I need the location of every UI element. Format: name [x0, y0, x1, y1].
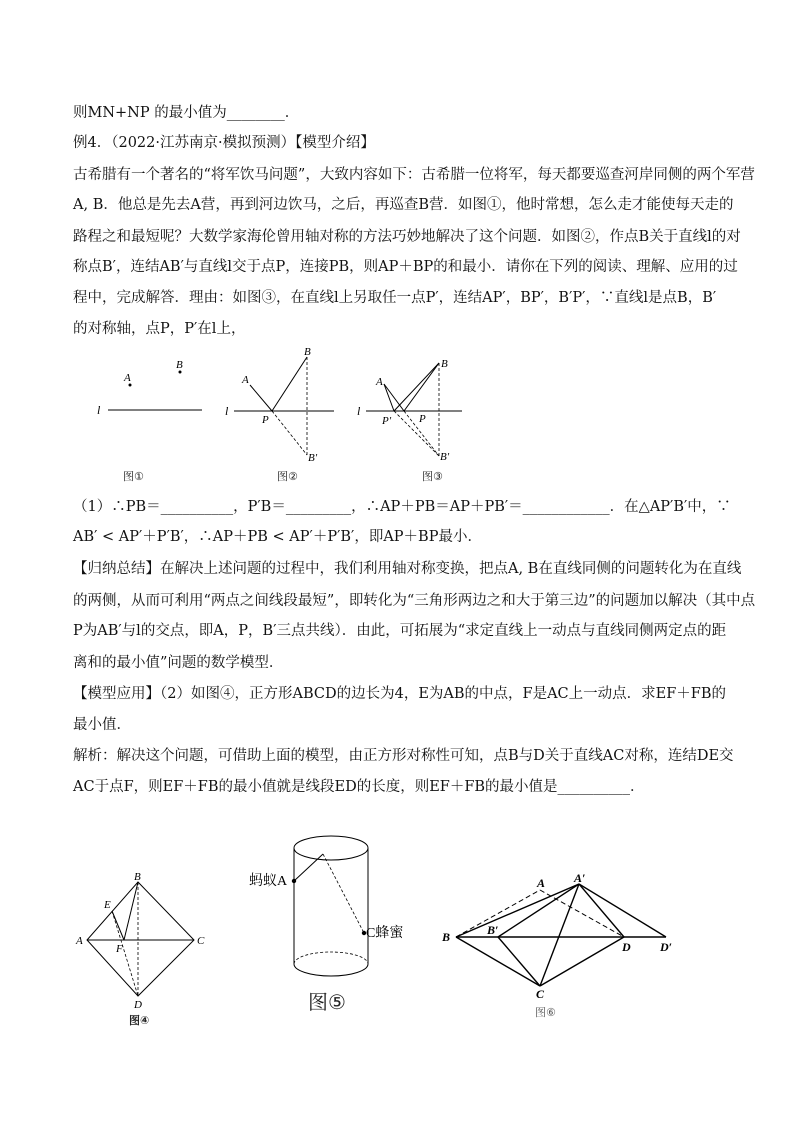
label-l: l — [97, 403, 101, 417]
label-C: C — [536, 987, 545, 1001]
label-B: B — [134, 871, 141, 883]
figure-2 — [222, 345, 342, 470]
caption-fig1: 图① — [123, 470, 144, 483]
text-line: 程中，完成解答．理由：如图③，在直线l上另取任一点P′，连结AP′，BP′，B′P′，∵直线l是点B，B′ — [73, 290, 717, 306]
text-line: 解析：解决这个问题，可借助上面的模型，由正方形对称性可知，点B与D关于直线AC对称，连结DE交 — [73, 748, 734, 764]
label-A-prime: A′ — [574, 872, 586, 885]
label-F: F — [116, 943, 123, 955]
text-line: （1）∴PB＝__________，P′B＝_________，∴AP＋PB＝AP＋PB′＝____________．在△AP′B′中，∵ — [73, 499, 731, 515]
label-A: A — [124, 372, 131, 384]
figure-1 — [90, 352, 220, 482]
example-heading: 例4．（2022·江苏南京·模拟预测）【模型介绍】 — [73, 135, 375, 151]
label-P: P — [262, 414, 269, 426]
summary-heading: 【归纳总结】在解决上述问题的过程中，我们利用轴对称变换，把点A, B在直线同侧的问题转化为在直线 — [73, 561, 742, 577]
caption-fig5: 图⑤ — [308, 990, 346, 1014]
label-D: D — [622, 940, 631, 954]
text-line: 路程之和最短呢？大数学家海伦曾用轴对称的方法巧妙地解决了这个问题．如图②，作点B关于直线l的对 — [73, 229, 741, 245]
label-E: E — [104, 899, 111, 911]
label-B: B — [176, 359, 183, 371]
figure-6 — [438, 872, 688, 1007]
caption-fig6: 图⑥ — [535, 1006, 556, 1019]
text-line: 则MN+NP 的最小值为________． — [73, 105, 300, 121]
text-line: 称点B′，连结AB′与直线l交于点P，连接PB，则AP＋BP的和最小．请你在下列的阅读、理解、应用的过 — [73, 259, 738, 275]
label-D: D — [134, 999, 142, 1011]
application-heading: 【模型应用】（2）如图④，正方形ABCD的边长为4，E为AB的中点，F是AC上一动点．求EF＋FB的 — [73, 686, 727, 702]
text-line: 的对称轴，点P，P′在l上， — [73, 321, 246, 337]
figure-3 — [354, 350, 474, 470]
label-B-prime: B′ — [308, 452, 318, 464]
label-l: l — [357, 404, 361, 418]
text-line: 的两侧，从而可利用“两点之间线段最短”，即转化为“三角形两边之和大于第三边”的问题加以解决（其中点 — [73, 593, 756, 609]
text-line: A, B．他总是先去A营，再到河边饮马，之后，再巡查B营．如图①，他时常想，怎么走才能使每天走的 — [73, 197, 734, 213]
label-B: B — [304, 346, 311, 358]
label-B-prime: B′ — [487, 923, 499, 937]
text-line: 古希腊有一个著名的“将军饮马问题”，大致内容如下：古希腊一位将军，每天都要巡查河岸同侧的两个军营 — [73, 167, 755, 183]
label-ant-A: 蚂蚁A — [249, 874, 288, 889]
text-line: 离和的最小值”问题的数学模型． — [73, 655, 284, 671]
label-P-prime: P′ — [382, 415, 392, 427]
label-D-prime: D′ — [660, 940, 673, 954]
label-B: B — [442, 930, 451, 944]
label-A: A — [537, 876, 546, 890]
label-l: l — [225, 404, 229, 418]
text-line: AC于点F，则EF＋FB的最小值就是线段ED的长度，则EF＋FB的最小值是__________． — [73, 779, 645, 795]
text-line: P为AB′与l的交点，即A，P，B′三点共线）．由此，可拓展为“求定直线上一动点与直线同侧两定点的距 — [73, 623, 727, 639]
label-A: A — [242, 374, 249, 386]
label-C: C — [197, 935, 205, 947]
figure-5 — [245, 826, 425, 996]
label-A: A — [76, 935, 83, 947]
label-C-honey: C蜂蜜 — [366, 926, 404, 941]
caption-fig4: 图④ — [129, 1014, 150, 1027]
figure-4 — [72, 870, 212, 1020]
text-line: 最小值． — [73, 717, 131, 733]
label-P: P — [419, 413, 426, 425]
caption-fig2: 图② — [277, 470, 298, 483]
label-B: B — [441, 358, 448, 370]
label-B-prime: B′ — [440, 451, 450, 463]
caption-fig3: 图③ — [422, 470, 443, 483]
text-line: AB′ < AP′＋P′B′，∴AP＋PB < AP′＋P′B′，即AP＋BP最小． — [73, 529, 482, 545]
label-A: A — [376, 376, 383, 388]
